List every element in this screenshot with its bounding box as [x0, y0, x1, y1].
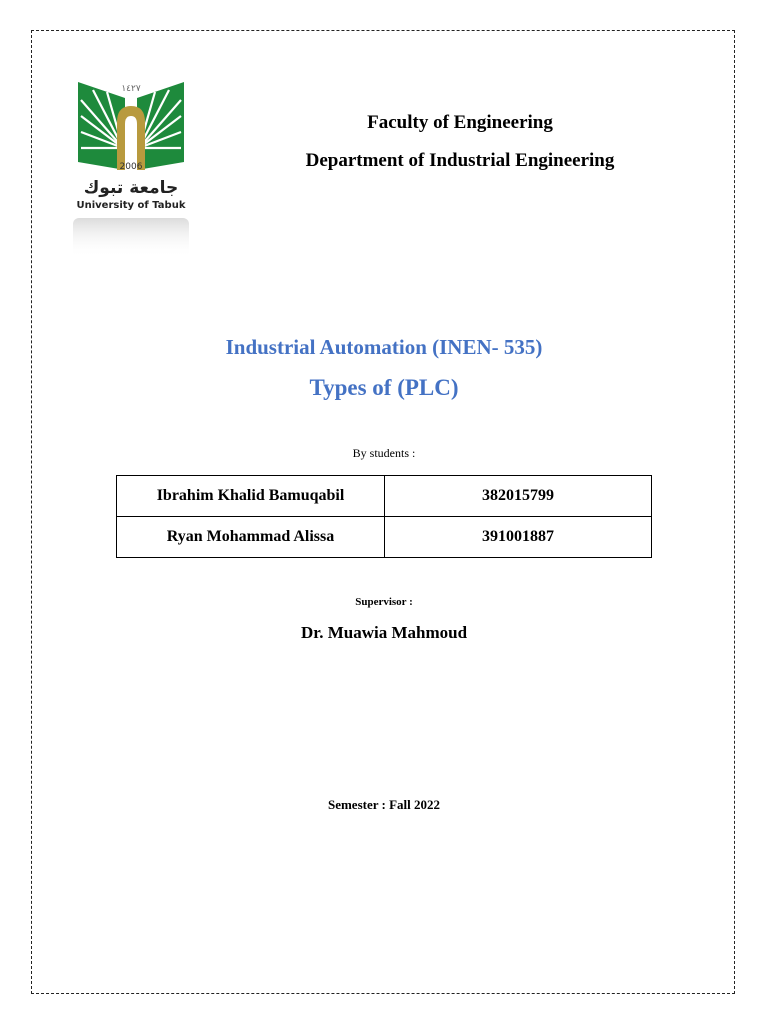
logo-english-name: University of Tabuk [76, 200, 186, 211]
student-id: 382015799 [385, 476, 652, 517]
course-title: Industrial Automation (INEN- 535) [225, 335, 543, 359]
faculty-heading: Faculty of Engineering [367, 112, 553, 133]
student-name: Ryan Mohammad Alissa [117, 517, 385, 558]
supervisor-label: Supervisor : [355, 596, 413, 608]
supervisor-name: Dr. Muawia Mahmoud [300, 623, 468, 642]
students-table [116, 475, 652, 558]
logo-year: 2006 [119, 162, 143, 172]
topic-title: Types of (PLC) [309, 375, 459, 400]
table-row [117, 517, 652, 558]
logo-arabic-name: جامعة تبوك [83, 178, 179, 198]
university-logo [73, 78, 189, 260]
logo-year-arabic: ١٤٢٧ [121, 84, 141, 94]
students-label: By students : [352, 446, 416, 460]
student-id: 391001887 [385, 517, 652, 558]
student-name: Ibrahim Khalid Bamuqabil [117, 476, 385, 517]
semester-text: Semester : Fall 2022 [327, 797, 441, 812]
logo-reflection [73, 218, 189, 258]
table-row [117, 476, 652, 517]
department-heading: Department of Industrial Engineering [305, 150, 615, 171]
